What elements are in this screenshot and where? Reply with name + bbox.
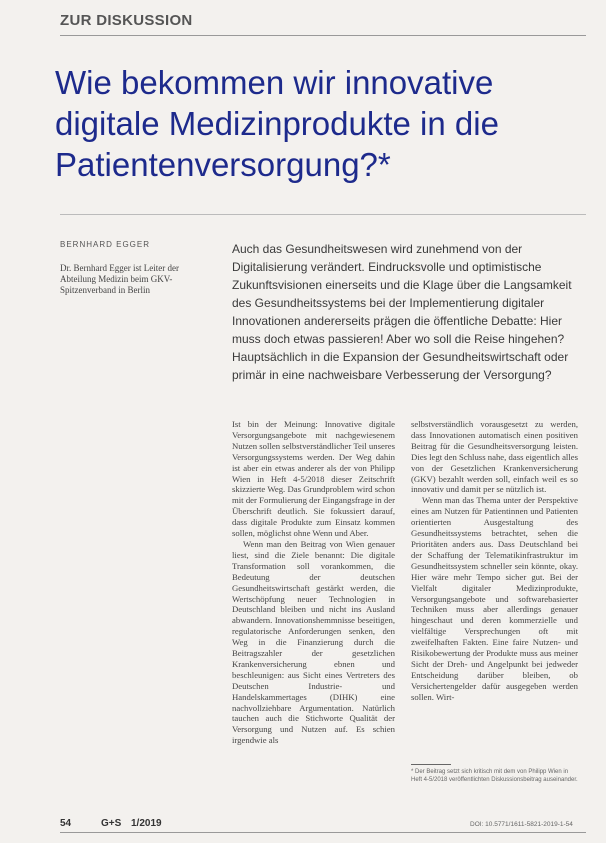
author-name: BERNHARD EGGER — [60, 240, 151, 249]
body-column-right — [411, 419, 578, 703]
body-paragraph: Wenn man den Beitrag von Wien genauer liest, sind die Ziele benannt: Die digitale Transformation soll vorankommen, die Bedeutung der deutschen Gesundheitswirtschaft gestärkt werden, die Wertschöpfung neuer Technologien in Deutschland bleiben und nicht ins Ausland abwandern. Innovationshemmnisse beseitigen, regulatorische Anforderungen senken, den Weg in die Finanzierung durch die Beitragszahler der gesetzlichen Krankenversicherung ebnen und beschleunigen: aus Sicht eines Vertreters des Deutschen Industrie- und Handelskammertages (DIHK) eine nachvollziehbare Argumentation. Natürlich tauchen auch die Stichworte Qualität der Versorgung und Nutzen auf. Es schien irgendwie als — [232, 538, 395, 746]
section-label: ZUR DISKUSSION — [60, 12, 193, 29]
doi-reference: DOI: 10.5771/1611-5821-2019-1-54 — [470, 821, 573, 828]
body-column-left — [232, 419, 395, 746]
article-headline: Wie bekommen wir innovative digitale Medizinprodukte in die Patientenversorgung?* — [55, 64, 499, 183]
author-bio: Dr. Bernhard Egger ist Leiter der Abteilung Medizin beim GKV-Spitzenverband in Berlin — [60, 263, 179, 295]
journal-name: G+S — [101, 818, 122, 829]
body-paragraph: Ist bin der Meinung: Innovative digitale Versorgungsangebote mit nachgewiesenem Nutzen sollen selbstverständlicher Teil unseres Versorgungssystems werden. Der Weg dahin ist aber ein etwas anderer als der von Philipp Wien in Heft 4-5/2018 dieser Zeitschrift skizzierte Weg. Das Grundproblem wird schon mit der Formulierung der Eingangsfrage in der Überschrift deutlich. Sie fokussiert darauf, dass digitale Produkte zum Einsatz kommen sollen, möglichst ohne Wenn und Aber. — [232, 419, 395, 539]
body-paragraph: Wenn man das Thema unter der Perspektive eines am Nutzen für Patientinnen und Patienten orientierten Ausgestaltung des Gesundheitssystems betrachtet, sehen die Prioritäten anders aus. Dass Deutschland bei der Schaffung der Telematikinfrastruktur im Gesundheitssystem schneller sein könnte, okay. Hier wäre mehr Tempo sicher gut. Bei der Vielfalt digitaler Medizinprodukte, Versorgungsangebote und softwarebasierter Techniken muss aber allerdings genauer hingeschaut und deren kommerzielle und vielfältige Versprechungen oft mit zweifelhaften Fakten. Eine faire Nutzen- und Risikobewertung der Produkte muss aus meiner Sicht der Dreh- und Angelpunkt bei jedweder Entscheidung darüber bleiben, ob Versichertengelder dafür ausgegeben werden sollen. Wirt- — [411, 495, 578, 702]
issue-number: 1/2019 — [131, 818, 162, 829]
headline-divider — [60, 214, 586, 215]
footnote: * Der Beitrag setzt sich kritisch mit dem von Philipp Wien in Heft 4-5/2018 veröffentlichten Diskussionsbeitrag auseinander. — [411, 769, 578, 783]
top-divider — [60, 35, 586, 36]
page-number: 54 — [60, 818, 72, 829]
lead-paragraph: Auch das Gesundheitswesen wird zunehmend von der Digitalisierung verändert. Eindrucksvolle und optimistische Zukunftsvisionen einerseits und die Klage über die Langsamkeit des Gesundheitssystems bei der Implementierung digitaler Innovationen andererseits prägen die öffentliche Debatte: Hier muss doch etwas passieren! Aber wo soll die Reise hingehen? Hauptsächlich in die Expansion der Gesundheitswirtschaft oder primär in eine nachweisbare Verbesserung der Versorgung? — [232, 242, 572, 382]
footer-divider — [60, 832, 586, 833]
footnote-divider — [411, 764, 451, 765]
body-paragraph: selbstverständlich vorausgesetzt zu werden, dass Innovationen automatisch einen positiven Beitrag für die Gesundheitsversorgung leisten. Dies legt den Schluss nahe, dass eigentlich alles von der Gesetzlichen Krankenversicherung (GKV) bezahlt werden soll, einfach weil es so innovativ und damit per se nützlich ist. — [411, 419, 578, 495]
